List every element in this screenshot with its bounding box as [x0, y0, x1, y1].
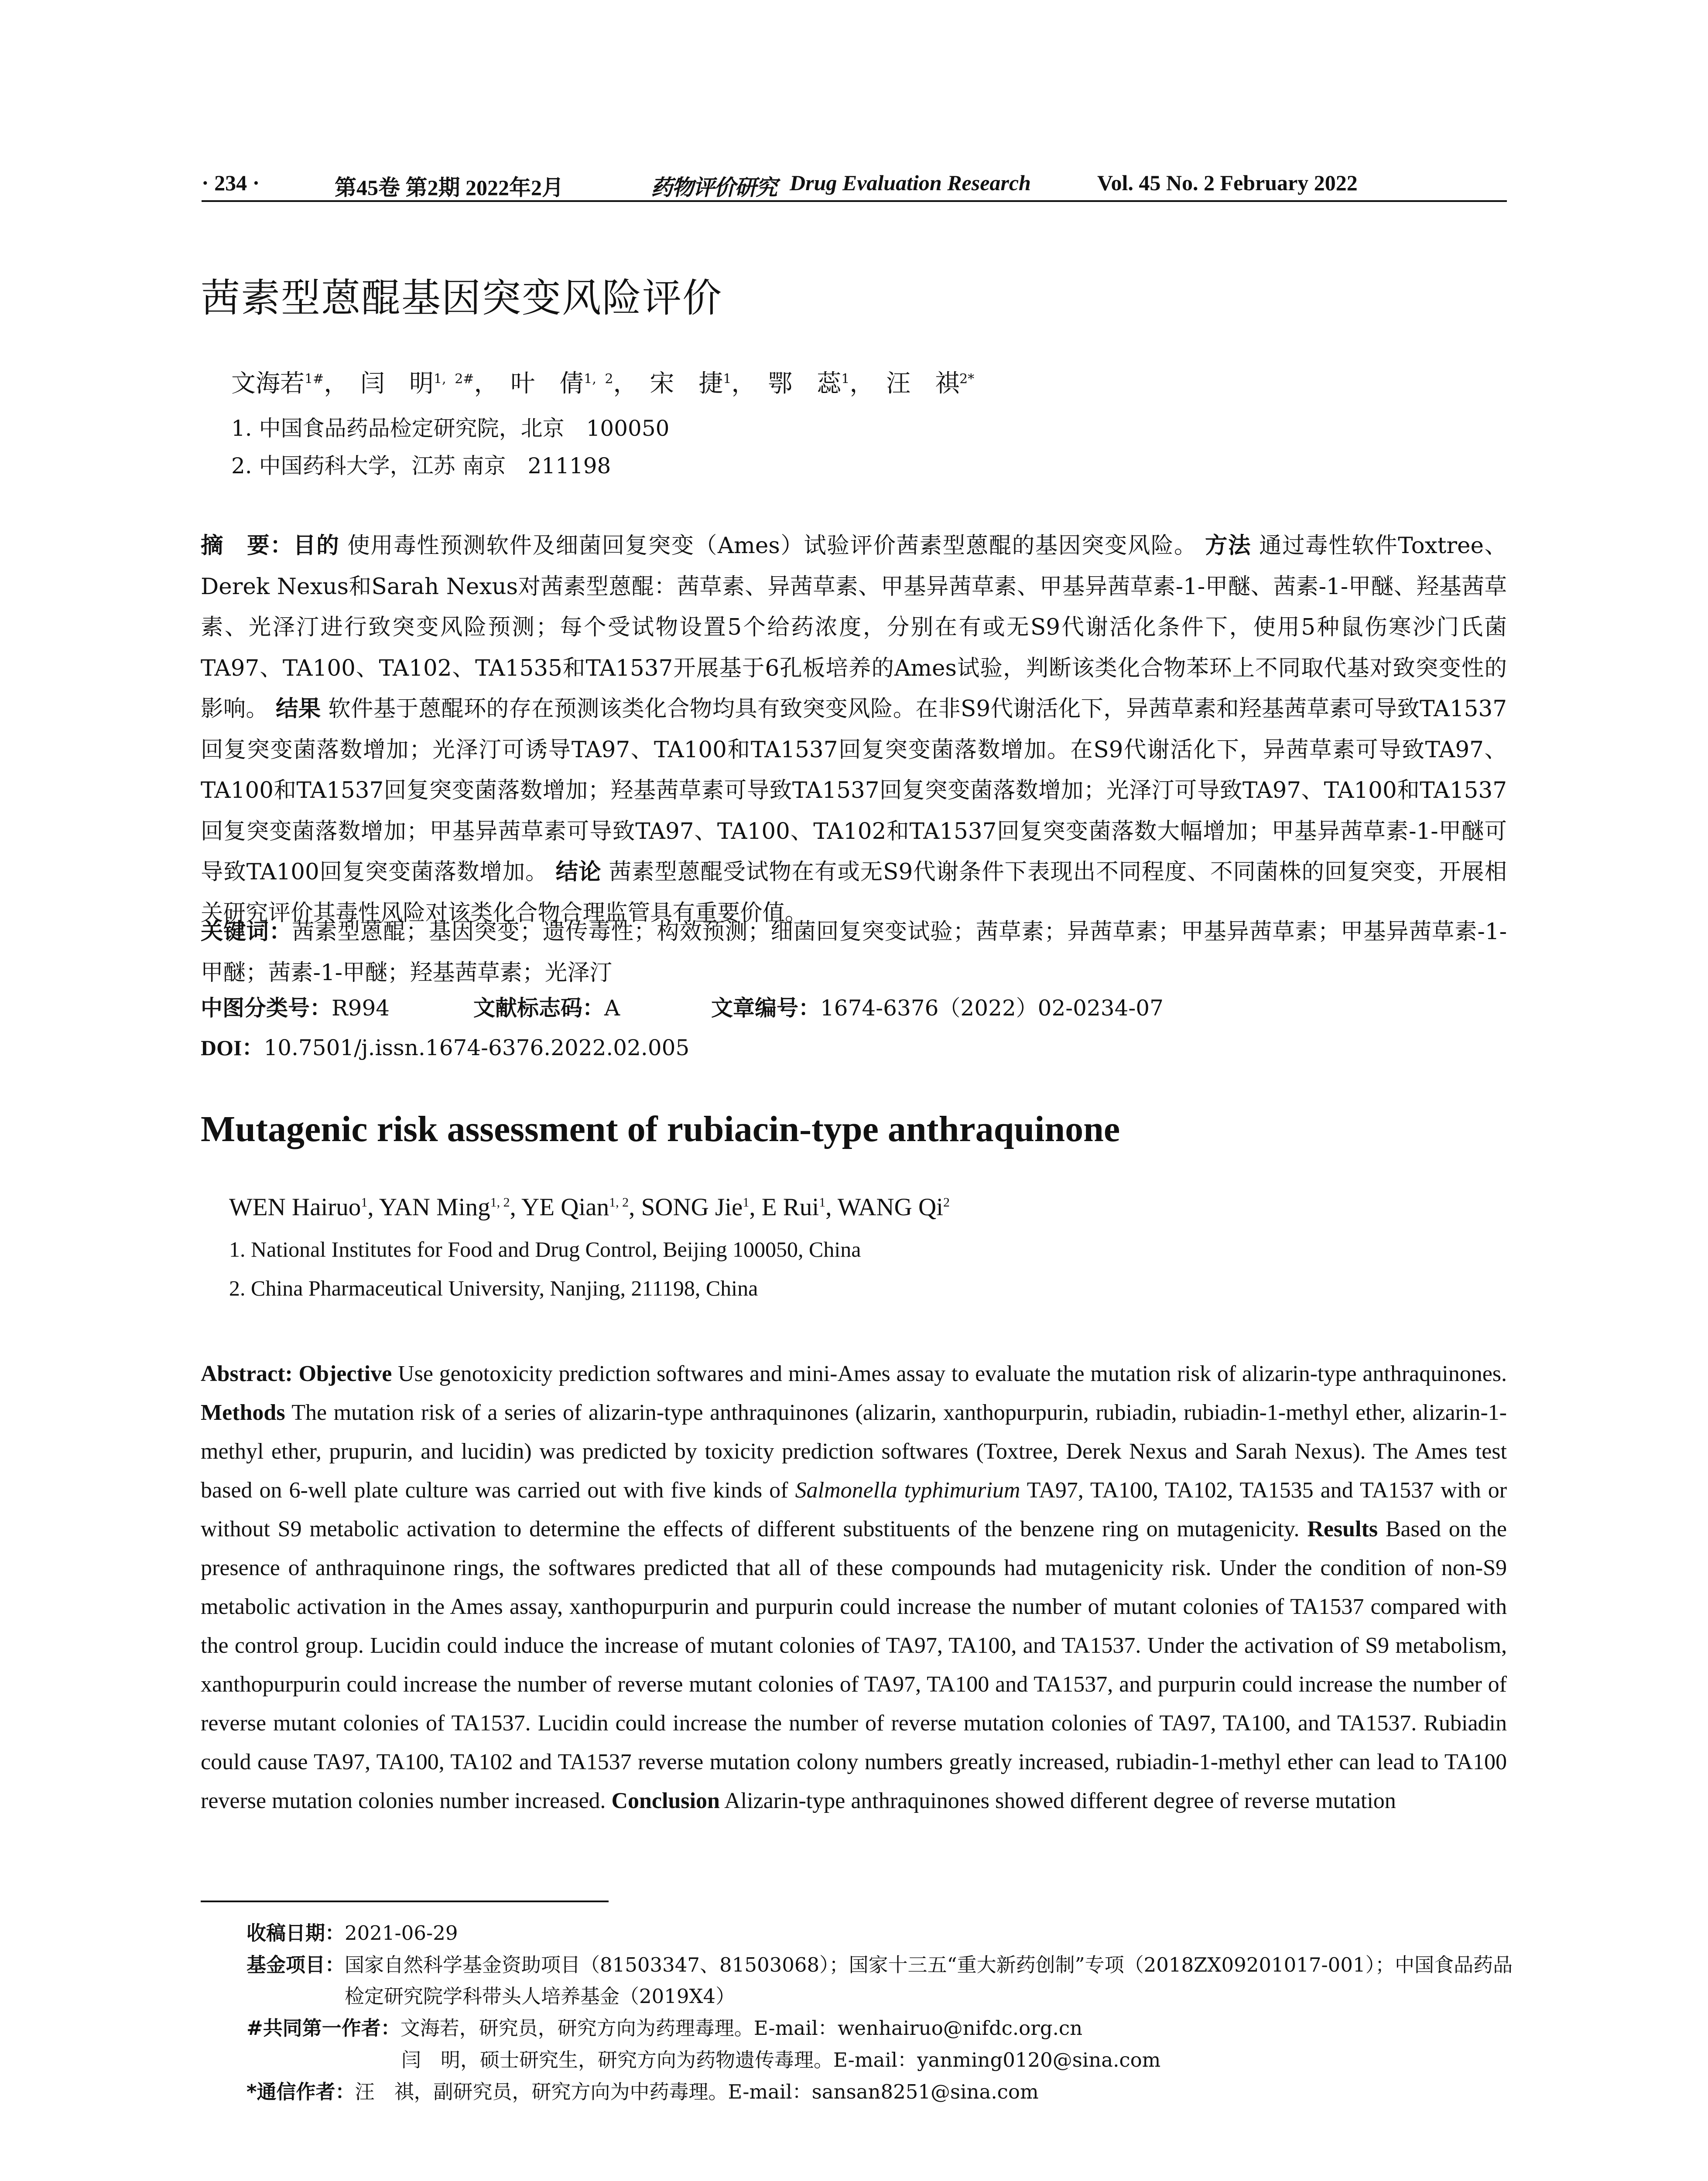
author-affiliation-sup: 2	[943, 1195, 950, 1210]
author-name: SONG Jie	[641, 1193, 743, 1221]
conclusion-text: 茜素型蒽醌受试物在有或无S9代谢条件下表现出不同程度、不同菌株的回复突变，开展相关研究评价其毒性风险对该类化合物合理监管具有重要价值。	[201, 859, 1507, 926]
doc-code-value: A	[604, 995, 620, 1021]
author-name: 宋 捷	[650, 369, 723, 398]
affiliation-cn-1: 1. 中国食品药品检定研究院，北京 100050	[231, 416, 670, 441]
methods-label: Methods	[201, 1400, 285, 1425]
authors-cn: 文海若$^{1\#}$， 闫 明$^{1, 2\#}$， 叶 倩$^{1, 2}$， 宋 捷$^1$， 鄂 蕊$^1$， 汪 祺$^{2*}$	[231, 369, 975, 398]
author-affiliation-sup: 1, 2#	[434, 371, 474, 387]
article-number-label: 文章编号：	[711, 995, 820, 1021]
footnote-rule	[201, 1901, 609, 1902]
keywords-text: 茜素型蒽醌；基因突变；遗传毒性；构效预测；细菌回复突变试验；茜草素；异茜草素；甲基异茜草素；甲基异茜草素-1-甲醚；茜素-1-甲醚；羟基茜草素；光泽汀	[201, 919, 1507, 986]
footnote-fund-cont: 检定研究院学科带头人培养基金（2019X4）	[345, 1985, 736, 2008]
received-date: 2021-06-29	[345, 1921, 458, 1945]
clc-value: R994	[332, 995, 390, 1021]
author-name: YAN Ming	[379, 1193, 490, 1221]
doc-code-label: 文献标志码：	[473, 995, 604, 1021]
affiliation-cn-2: 2. 中国药科大学，江苏 南京 211198	[231, 453, 611, 479]
affiliation-en-2: 2. China Pharmaceutical University, Nanjing, 211198, China	[229, 1276, 758, 1300]
title-cn: 茜素型蒽醌基因突变风险评价	[201, 275, 722, 321]
author-affiliation-sup: 1	[723, 371, 732, 387]
author-name: WANG Qi	[837, 1193, 943, 1221]
abstract-en	[201, 1354, 1507, 1820]
volume-cn: 第45卷 第2期 2022年2月	[335, 175, 564, 200]
doi-link[interactable]: 10.7501/j.issn.1674-6376.2022.02.005	[264, 1035, 690, 1060]
author-affiliation-sup: 1, 2	[609, 1195, 629, 1210]
conclusion-label: Conclusion	[611, 1788, 720, 1813]
author-name: 鄂 蕊	[768, 369, 842, 398]
journal-name-en: Drug Evaluation Research	[790, 171, 1031, 195]
clc-label: 中图分类号：	[201, 995, 332, 1021]
abstract-cn	[201, 526, 1507, 933]
footnote-corresponding	[246, 2076, 1039, 2104]
results-text: Based on the presence of anthraquinone rings, the softwares predicted that all of these compounds had mutagenicity risk. Under the condition of non-S9 metabolic activation in the Ames assay, xanthopurpurin and purpurin could increase the number of mutant colonies of TA1537 compared with the control group. Lucidin could induce the increase of mutant colonies of TA97, TA100, and TA1537. Under the activation of S9 metabolism, xanthopurpurin could increase the number of reverse mutant colonies of TA97, TA100 and TA1537, and purpurin could increase the number of reverse mutant colonies of TA1537. Lucidin could increase the number of reverse mutation colonies of TA97, TA100, and TA1537. Rubiadin could cause TA97, TA100, TA102 and TA1537 reverse mutation colony numbers greatly increased, rubiadin-1-methyl ether can lead to TA100 reverse mutation colonies number increased.	[201, 1517, 1507, 1813]
author-name: 闫 明	[360, 369, 434, 398]
footnote-received	[246, 1917, 458, 1945]
authors-en: WEN Hairuo$^1$, YAN Ming$^{1, 2}$, YE Qian$^{1, 2}$, SONG Jie$^1$, E Rui$^1$, WANG Qi$^2$	[229, 1193, 950, 1221]
footnote-fund	[246, 1949, 1513, 1977]
author-affiliation-sup: 1	[361, 1195, 368, 1210]
abstract-label: Abstract:	[201, 1361, 293, 1386]
corresponding-label: *通信作者：	[246, 2080, 355, 2103]
doi-line	[201, 1030, 689, 1062]
author-name: 叶 倩	[510, 369, 584, 398]
results-label: Results	[1307, 1517, 1378, 1542]
author-affiliation-sup: 1	[819, 1195, 826, 1210]
objective-label: 目的	[293, 533, 340, 559]
author-name: 文海若	[231, 369, 305, 398]
methods-text: 通过毒性软件Toxtree、Derek Nexus和Sarah Nexus对茜素型蒽醌：茜草素、异茜草素、甲基异茜草素、甲基异茜草素-1-甲醚、茜素-1-甲醚、羟基茜草素、光泽汀进行致突变风险预测；每个受试物设置5个给药浓度，分别在有或无S9代谢活化条件下，使用5种鼠伤寒沙门氏菌TA97、TA100、TA102、TA1535和TA1537开展基于6孔板培养的Ames试验，判断该类化合物苯环上不同取代基对致突变性的影响。	[201, 533, 1507, 722]
keywords-label: 关键词：	[201, 919, 292, 945]
journal-name-cn: 药物评价研究	[651, 175, 777, 200]
footnote-co-first-author	[246, 2012, 1082, 2041]
methods-label: 方法	[1205, 533, 1252, 559]
author-name: 汪 祺	[886, 369, 960, 398]
running-header	[202, 162, 1510, 202]
author-name: E Rui	[761, 1193, 819, 1221]
title-en: Mutagenic risk assessment of rubiacin-type anthraquinone	[201, 1109, 1120, 1149]
co-first-author-2: 闫 明，硕士研究生，研究方向为药物遗传毒理。E-mail：yanming0120@sina.com	[401, 2048, 1161, 2072]
author-affiliation-sup: 1#	[305, 371, 324, 387]
results-text: 软件基于蒽醌环的存在预测该类化合物均具有致突变风险。在非S9代谢活化下，异茜草素和羟基茜草素可导致TA1537回复突变菌落数增加；光泽汀可诱导TA97、TA100和TA1537回复突变菌落数增加。在S9代谢活化下，异茜草素可导致TA97、TA100和TA1537回复突变菌落数增加；羟基茜草素可导致TA1537回复突变菌落数增加；光泽汀可导致TA97、TA100和TA1537回复突变菌落数增加；甲基异茜草素可导致TA97、TA100、TA102和TA1537回复突变菌落数大幅增加；甲基异茜草素-1-甲醚可导致TA100回复突变菌落数增加。	[201, 696, 1507, 885]
co-first-author-1: 文海若，研究员，研究方向为药理毒理。E-mail：wenhairuo@nifdc.org.cn	[400, 2017, 1083, 2040]
conclusion-text: Alizarin-type anthraquinones showed different degree of reverse mutation	[724, 1788, 1396, 1813]
author-affiliation-sup: 1, 2	[490, 1195, 510, 1210]
author-affiliation-sup: 1, 2	[584, 371, 613, 387]
affiliation-en-1: 1. National Institutes for Food and Drug Control, Beijing 100050, China	[229, 1237, 861, 1261]
author-name: YE Qian	[521, 1193, 609, 1221]
corresponding-author: 汪 祺，副研究员，研究方向为中药毒理。E-mail：sansan8251@sina.com	[355, 2080, 1039, 2103]
doi-label: DOI：	[201, 1036, 264, 1060]
fund-label: 基金项目：	[246, 1953, 345, 1976]
methods-text: The mutation risk of a series of alizarin-type anthraquinones (alizarin, xanthopurpurin, rubiadin, rubiadin-1-methyl ether, alizarin-1-methyl ether, prupurin, and lucidin) was predicted by toxicity prediction softwares (Toxtree, Derek Nexus and Sarah Nexus). The Ames test based on 6-well plate culture was carried out with five kinds of	[201, 1400, 1507, 1503]
objective-text: 使用毒性预测软件及细菌回复突变（Ames）试验评价茜素型蒽醌的基因突变风险。	[347, 533, 1198, 559]
conclusion-label: 结论	[555, 859, 602, 885]
species-name: Salmonella typhimurium	[795, 1478, 1020, 1503]
author-affiliation-sup: 1	[841, 371, 850, 387]
page-number: · 234 ·	[202, 171, 260, 195]
methods-text-cont: TA97, TA100, TA102, TA1535 and TA1537 with or without S9 metabolic activation to determine the effects of different substituents of the benzene ring on mutagenicity.	[201, 1478, 1507, 1542]
co-first-author-label: #共同第一作者：	[246, 2017, 400, 2040]
keywords-cn	[201, 912, 1507, 993]
author-affiliation-sup: 1	[743, 1195, 750, 1210]
author-name: WEN Hairuo	[229, 1193, 361, 1221]
fund-text: 国家自然科学基金资助项目（81503347、81503068）；国家十三五“重大新药创制”专项（2018ZX09201017-001）；中国食品药品	[345, 1953, 1513, 1976]
volume-en: Vol. 45 No. 2 February 2022	[1097, 171, 1358, 195]
author-affiliation-sup: 2*	[959, 371, 975, 387]
objective-label: Objective	[298, 1361, 392, 1386]
article-number-value: 1674-6376（2022）02-0234-07	[820, 995, 1164, 1021]
header-rule	[202, 200, 1507, 202]
received-label: 收稿日期：	[246, 1921, 345, 1945]
results-label: 结果	[276, 696, 321, 722]
abstract-label: 摘 要：	[201, 533, 294, 559]
objective-text: Use genotoxicity prediction softwares and mini-Ames assay to evaluate the mutation risk of alizarin-type anthraquinones.	[398, 1361, 1507, 1386]
